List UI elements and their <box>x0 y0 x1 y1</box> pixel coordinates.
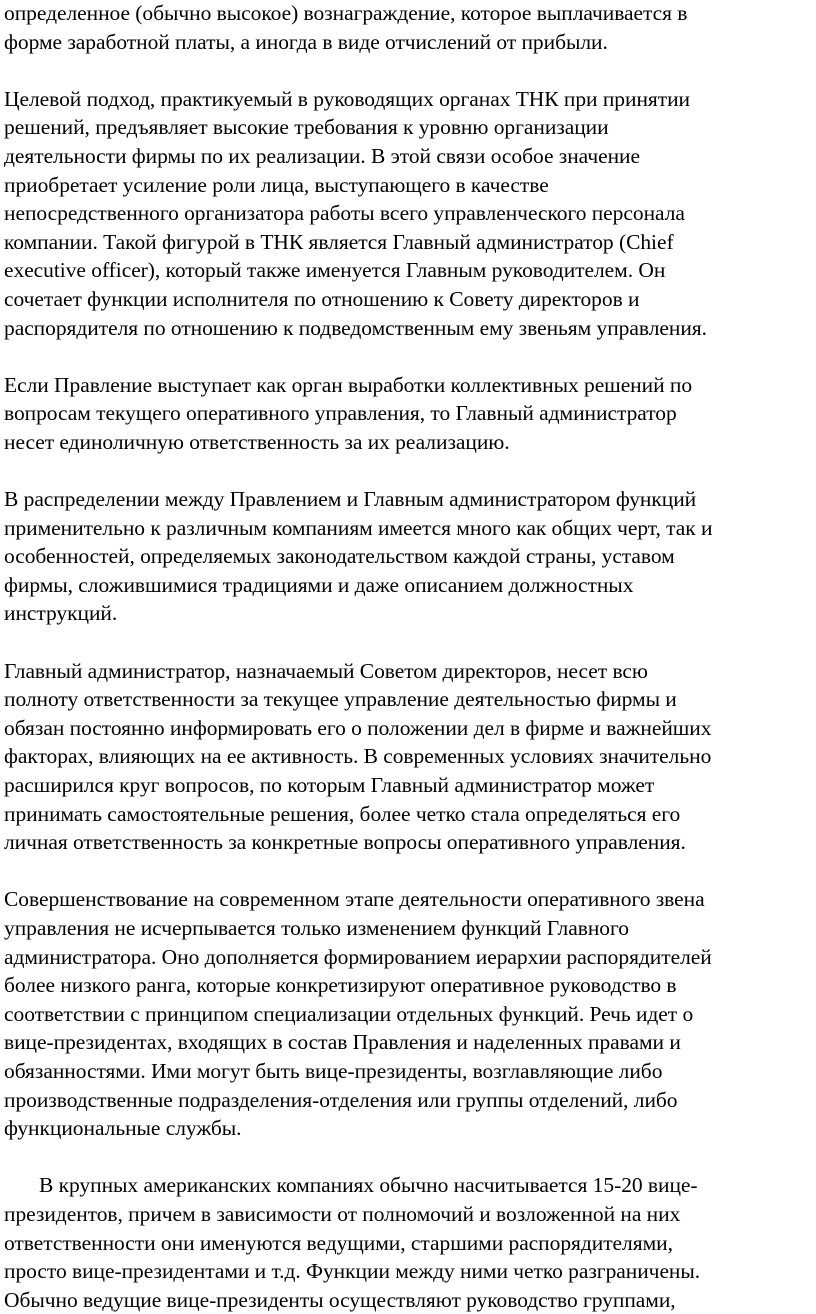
text-line: просто вице-президентами и т.д. Функции между ними четко разграничены. <box>4 1259 701 1284</box>
text-line: применительно к различным компаниям имеется много как общих черт, так и <box>4 515 713 540</box>
text-line: фирмы, сложившимися традициями и даже описанием должностных <box>4 572 634 597</box>
paragraph-4 <box>4 485 812 628</box>
text-line: факторах, влияющих на ее активность. В современных условиях значительно <box>4 744 712 769</box>
text-line: управления не исчерпывается только изменением функций Главного <box>4 916 629 940</box>
text-line: более низкого ранга, которые конкретизируют оперативное руководство в <box>4 973 677 998</box>
paragraph-5 <box>4 657 812 857</box>
text-line: Главный администратор, назначаемый Советом директоров, несет всю <box>4 658 648 683</box>
text-line: личная ответственность за конкретные вопросы оперативного управления. <box>4 830 686 855</box>
text-line: Обычно ведущие вице-президенты осуществляют руководство группами, <box>4 1287 676 1312</box>
text-line: обязан постоянно информировать его о положении дел в фирме и важнейших <box>4 715 712 740</box>
text-line: В распределении между Правлением и Главным администратором функций <box>4 487 697 512</box>
text-line: расширился круг вопросов, по которым Главный администратор может <box>4 773 655 798</box>
paragraph-6 <box>4 885 812 1142</box>
text-line: ответственности они именуются ведущими, старшими распорядителями, <box>4 1230 673 1255</box>
text-line: инструкций. <box>4 601 118 626</box>
text-line: деятельности фирмы по их реализации. В этой связи особое значение <box>4 143 640 168</box>
text-line: непосредственного организатора работы всего управленческого персонала <box>4 201 685 226</box>
text-line: распорядителя по отношению к подведомственным ему звеньям управления. <box>4 315 707 340</box>
paragraph-7 <box>4 1171 812 1314</box>
text-line: Целевой подход, практикуемый в руководящих органах ТНК при принятии <box>4 86 691 111</box>
text-line: президентов, причем в зависимости от полномочий и возложенной на них <box>4 1201 681 1226</box>
text-line: принимать самостоятельные решения, более четко стала определяться его <box>4 801 681 826</box>
text-line: решений, предъявляет высокие требования к уровню организации <box>4 115 609 140</box>
text-line: компании. Такой фигурой в ТНК является Главный администратор (Chief <box>4 229 674 254</box>
text-line: приобретает усиление роли лица, выступающего в качестве <box>4 172 549 197</box>
text-line: соответствии с принципом специализации отдельных функций. Речь идет о <box>4 1001 694 1026</box>
text-line: executive officer), который также именуется Главным руководителем. Он <box>4 258 666 283</box>
text-line: производственные подразделения-отделения или группы отделений, либо <box>4 1087 678 1112</box>
text-line: полноту ответственности за текущее управление деятельностью фирмы и <box>4 687 677 712</box>
text-line: Если Правление выступает как орган выработки коллективных решений по <box>4 372 693 397</box>
text-line: несет единоличную ответственность за их реализацию. <box>4 429 510 454</box>
text-line: Совершенствование на современном этапе деятельности оперативного звена <box>4 887 705 912</box>
paragraph-2 <box>4 85 812 342</box>
text-line: вице-президентах, входящих в состав Правления и наделенных правами и <box>4 1030 681 1055</box>
text-line: особенностей, определяемых законодательством каждой страны, уставом <box>4 544 675 569</box>
text-line: форме заработной платы, а иногда в виде отчислений от прибыли. <box>4 29 608 54</box>
text-line: обязанностями. Ими могут быть вице-президенты, возглавляющие либо <box>4 1058 663 1083</box>
paragraph-3 <box>4 371 812 457</box>
text-line: определенное (обычно высокое) вознаграждение, которое выплачивается в <box>4 1 688 25</box>
text-line: В крупных американских компаниях обычно насчитывается 15-20 вице- <box>39 1173 698 1198</box>
text-line: сочетает функции исполнителя по отношению к Совету директоров и <box>4 286 640 311</box>
text-line: вопросам текущего оперативного управления, то Главный администратор <box>4 401 677 426</box>
text-line: функциональные службы. <box>4 1116 242 1141</box>
text-line: администратора. Оно дополняется формированием иерархии распорядителей <box>4 944 712 969</box>
paragraph-1 <box>4 0 812 56</box>
